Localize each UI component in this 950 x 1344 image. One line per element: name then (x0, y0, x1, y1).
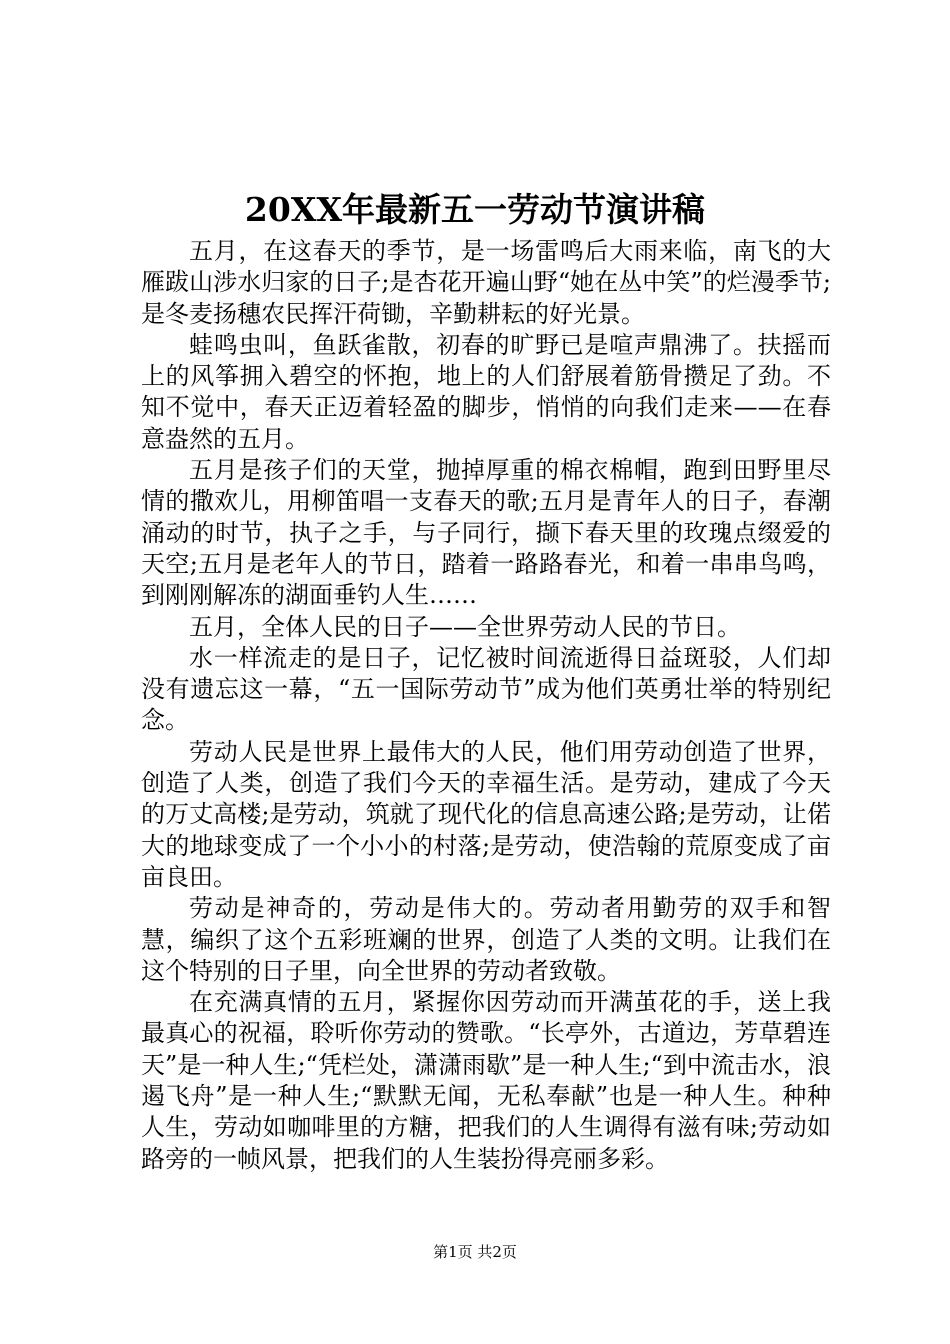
paragraph: 蛙鸣虫叫，鱼跃雀散，初春的旷野已是喧声鼎沸了。扶摇而上的风筝拥入碧空的怀抱，地上的人们舒展着筋骨攒足了劲。不知不觉中，春天正迈着轻盈的脚步，悄悄的向我们走来——在春意盎然的五月。 (141, 330, 831, 453)
paragraph: 水一样流走的是日子，记忆被时间流逝得日益斑驳，人们却没有遗忘这一幕，“五一国际劳动节”成为他们英勇壮举的特别纪念。 (141, 643, 831, 735)
document-body (141, 236, 831, 1175)
document-title: 20XX年最新五一劳动节演讲稿 (244, 190, 706, 229)
paragraph: 劳动是神奇的，劳动是伟大的。劳动者用勤劳的双手和智慧，编织了这个五彩班斓的世界，创造了人类的文明。让我们在这个特别的日子里，向全世界的劳动者致敬。 (141, 894, 831, 985)
page-number-footer: 第1页 共2页 (433, 1243, 517, 1261)
paragraph: 五月是孩子们的天堂，抛掉厚重的棉衣棉帽，跑到田野里尽情的撒欢儿，用柳笛唱一支春天的歌;五月是青年人的日子，春潮涌动的时节，执子之手，与子同行，撷下春天里的玫瑰点缀爱的天空;五月是老年人的节日，踏着一路路春光，和着一串串鸟鸣，到刚刚解冻的湖面垂钓人生…… (141, 456, 831, 610)
paragraph: 五月，在这春天的季节，是一场雷鸣后大雨来临，南飞的大雁跋山涉水归家的日子;是杏花开遍山野“她在丛中笑”的烂漫季节;是冬麦扬穗农民挥汗荷锄，辛勤耕耘的好光景。 (141, 237, 831, 328)
paragraph: 在充满真情的五月，紧握你因劳动而开满茧花的手，送上我最真心的祝福，聆听你劳动的赞歌。“长亭外，古道边，芳草碧连天”是一种人生;“凭栏处，潇潇雨歇”是一种人生;“到中流击水，浪遏飞舟”是一种人生;“默默无闻，无私奉献”也是一种人生。种种人生，劳动如咖啡里的方糖，把我们的人生调得有滋有味;劳动如路旁的一帧风景，把我们的人生装扮得亮丽多彩。 (141, 988, 831, 1173)
paragraph: 五月，全体人民的日子——全世界劳动人民的节日。 (189, 612, 741, 641)
paragraph: 劳动人民是世界上最伟大的人民，他们用劳动创造了世界，创造了人类，创造了我们今天的幸福生活。是劳动，建成了今天的万丈高楼;是劳动，筑就了现代化的信息高速公路;是劳动，让偌大的地球变成了一个小小的村落;是劳动，使浩翰的荒原变成了亩亩良田。 (141, 737, 831, 891)
